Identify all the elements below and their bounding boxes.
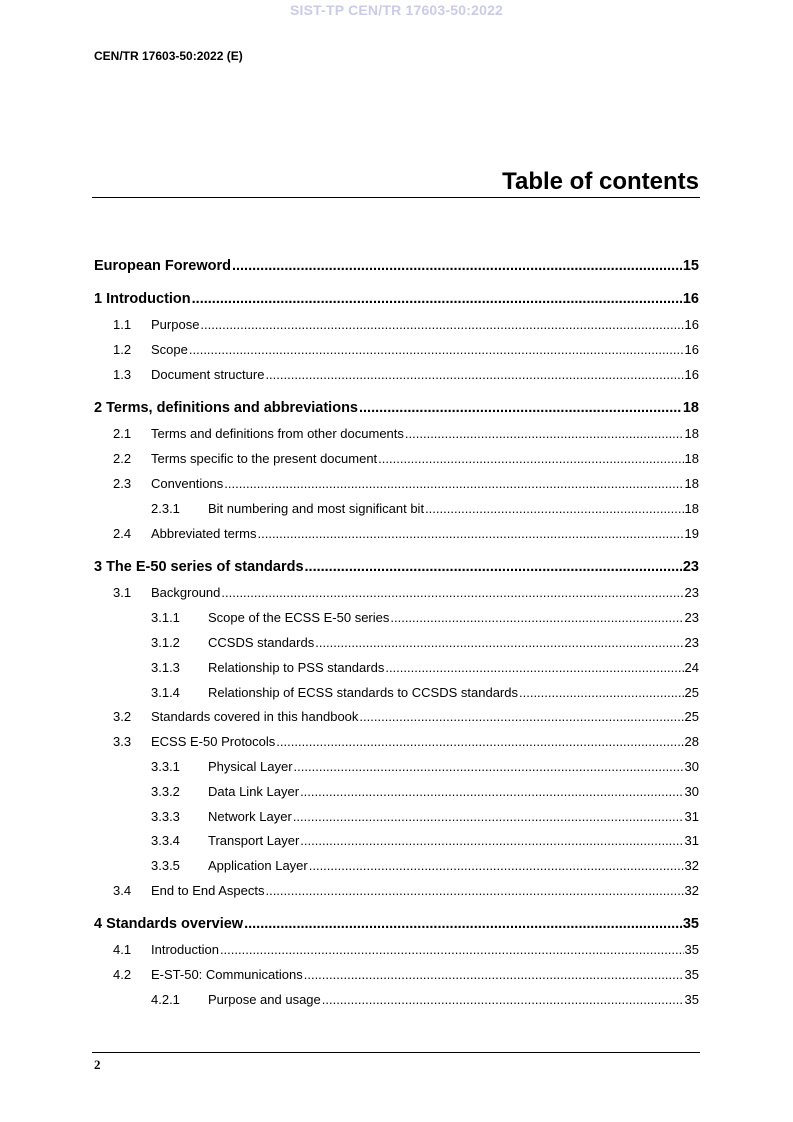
toc-entry-label: Terms, definitions and abbreviations [106, 400, 358, 416]
toc-dot-leader [224, 475, 683, 493]
toc-entry-number: 3.1 [113, 585, 132, 600]
toc-entry-label: The E-50 series of standards [106, 559, 304, 575]
toc-dot-leader [293, 808, 684, 826]
toc-entry-page: 35 [682, 916, 699, 932]
toc-dot-leader [300, 832, 683, 850]
toc-entry-page: 31 [684, 809, 699, 824]
toc-entry-label: Application Layer [208, 858, 308, 873]
toc-entry-label: Terms and definitions from other documents [151, 426, 404, 441]
toc-entry-page: 23 [684, 610, 699, 625]
toc-entry-number: 3.1.1 [151, 610, 180, 625]
toc-entry-number: 3.3.2 [151, 784, 180, 799]
toc-entry[interactable] [94, 584, 699, 602]
toc-entry-label: Standards covered in this handbook [151, 709, 359, 724]
toc-entry-label: Relationship to PSS standards [208, 660, 385, 675]
toc-entry-label: Purpose [151, 317, 200, 332]
toc-entry-label: Introduction [106, 291, 191, 307]
toc-entry-page: 23 [684, 635, 699, 650]
toc-entry[interactable] [94, 609, 699, 627]
toc-entry-page: 16 [684, 367, 699, 382]
toc-dot-leader [359, 399, 682, 417]
toc-entry-page: 35 [684, 967, 699, 982]
toc-entry-number: 1.2 [113, 342, 132, 357]
toc-entry-number: 1.1 [113, 317, 132, 332]
toc-entry-label: Transport Layer [208, 833, 300, 848]
toc-entry-label: Bit numbering and most significant bit [208, 501, 425, 516]
toc-entry-page: 18 [684, 426, 699, 441]
toc-entry-number: 4 [94, 916, 103, 932]
toc-dot-leader [221, 584, 683, 602]
toc-entry[interactable] [94, 399, 699, 417]
toc-entry-label: Scope [151, 342, 188, 357]
toc-entry[interactable] [94, 733, 699, 751]
toc-entry[interactable] [94, 316, 699, 334]
toc-entry-label: Data Link Layer [208, 784, 300, 799]
toc-entry-number: 2.2 [113, 451, 132, 466]
toc-entry-number: 2.4 [113, 526, 132, 541]
page-number: 2 [94, 1057, 101, 1072]
toc-entry[interactable] [94, 857, 699, 875]
toc-entry-number: 4.2 [113, 967, 132, 982]
toc-entry-label: Purpose and usage [208, 992, 321, 1007]
toc-entry-number: 3.4 [113, 883, 132, 898]
toc-entry[interactable] [94, 341, 699, 359]
toc-dot-leader [425, 500, 683, 518]
toc-dot-leader [220, 941, 684, 959]
toc-entry-page: 25 [684, 685, 699, 700]
toc-dot-leader [200, 316, 683, 334]
toc-dot-leader [322, 991, 684, 1009]
toc-dot-leader [390, 609, 683, 627]
toc-entry[interactable] [94, 882, 699, 900]
toc-dot-leader [258, 525, 684, 543]
toc-entry-label: Conventions [151, 476, 224, 491]
toc-entry[interactable] [94, 684, 699, 702]
toc-entry[interactable] [94, 366, 699, 384]
toc-entry[interactable] [94, 708, 699, 726]
toc-entry-page: 16 [682, 291, 699, 307]
toc-dot-leader [315, 634, 683, 652]
toc-dot-leader [192, 290, 682, 308]
toc-entry-label: E-ST-50: Communications [151, 967, 303, 982]
toc-dot-leader [265, 882, 683, 900]
toc-entry-page: 31 [684, 833, 699, 848]
toc-dot-leader [305, 558, 682, 576]
toc-entry[interactable] [94, 425, 699, 443]
toc-entry-number: 2.1 [113, 426, 132, 441]
toc-entry[interactable] [94, 450, 699, 468]
toc-entry-page: 19 [684, 526, 699, 541]
toc-entry-label: Relationship of ECSS standards to CCSDS standards [208, 685, 518, 700]
toc-entry-number: 3.1.3 [151, 660, 180, 675]
toc-entry[interactable] [94, 758, 699, 776]
toc-entry-page: 16 [684, 342, 699, 357]
toc-dot-leader [385, 659, 683, 677]
toc-entry-page: 24 [684, 660, 699, 675]
toc-entry-page: 18 [682, 400, 699, 416]
toc-entry-label: Standards overview [106, 916, 244, 932]
toc-entry-label: Introduction [151, 942, 219, 957]
page-title: Table of contents [502, 168, 699, 195]
toc-entry-label: Abbreviated terms [151, 526, 257, 541]
toc-dot-leader [265, 366, 683, 384]
toc-entry[interactable] [94, 832, 699, 850]
toc-entry-label: Terms specific to the present document [151, 451, 378, 466]
toc-entry-number: 3.1.4 [151, 685, 180, 700]
toc-dot-leader [359, 708, 683, 726]
toc-entry-page: 30 [684, 759, 699, 774]
toc-entry-number: 3.1.2 [151, 635, 180, 650]
toc-entry-label: CCSDS standards [208, 635, 315, 650]
toc-entry-page: 23 [682, 559, 699, 575]
toc-entry-page: 32 [684, 858, 699, 873]
watermark: SIST-TP CEN/TR 17603-50:2022 [289, 2, 504, 18]
toc-entry-number: 4.2.1 [151, 992, 180, 1007]
toc-entry-number: 3.2 [113, 709, 132, 724]
toc-entry-number: 1.3 [113, 367, 132, 382]
toc-entry[interactable] [94, 634, 699, 652]
toc-entry-label: Background [151, 585, 221, 600]
toc-entry[interactable] [94, 808, 699, 826]
toc-entry[interactable] [94, 525, 699, 543]
toc-entry-page: 35 [684, 992, 699, 1007]
toc-entry-number: 2 [94, 400, 103, 416]
toc-entry[interactable] [94, 941, 699, 959]
toc-entry-page: 25 [684, 709, 699, 724]
toc-entry-label: End to End Aspects [151, 883, 265, 898]
toc-entry-page: 23 [684, 585, 699, 600]
toc-entry-label: European Foreword [94, 258, 231, 274]
toc-entry-label: Physical Layer [208, 759, 293, 774]
toc-entry-page: 18 [684, 501, 699, 516]
toc-entry-page: 35 [684, 942, 699, 957]
toc-entry-label: ECSS E-50 Protocols [151, 734, 276, 749]
toc-entry-number: 3.3.5 [151, 858, 180, 873]
toc-entry[interactable] [94, 500, 699, 518]
toc-entry[interactable] [94, 659, 699, 677]
document-id: CEN/TR 17603-50:2022 (E) [94, 49, 243, 63]
toc-entry[interactable] [94, 991, 699, 1009]
toc-entry-number: 4.1 [113, 942, 132, 957]
toc-entry-page: 30 [684, 784, 699, 799]
toc-entry-number: 3 [94, 559, 103, 575]
toc-entry-number: 2.3.1 [151, 501, 180, 516]
toc-entry-page: 32 [684, 883, 699, 898]
toc-entry[interactable] [94, 257, 699, 275]
toc-entry[interactable] [94, 783, 699, 801]
toc-entry-page: 16 [684, 317, 699, 332]
toc-entry[interactable] [94, 558, 699, 576]
toc-entry-label: Document structure [151, 367, 265, 382]
toc-entry[interactable] [94, 966, 699, 984]
toc-entry[interactable] [94, 915, 699, 933]
toc-entry-page: 18 [684, 451, 699, 466]
toc-entry[interactable] [94, 290, 699, 308]
toc-dot-leader [405, 425, 684, 443]
toc-dot-leader [309, 857, 684, 875]
toc-dot-leader [232, 257, 682, 275]
toc-entry-number: 3.3.4 [151, 833, 180, 848]
footer-divider [92, 1052, 700, 1053]
toc-dot-leader [189, 341, 684, 359]
toc-entry[interactable] [94, 475, 699, 493]
toc-entry-number: 3.3 [113, 734, 132, 749]
toc-entry-label: Scope of the ECSS E-50 series [208, 610, 390, 625]
toc-dot-leader [378, 450, 683, 468]
toc-entry-number: 3.3.3 [151, 809, 180, 824]
toc-dot-leader [294, 758, 684, 776]
toc-entry-number: 1 [94, 291, 103, 307]
toc-dot-leader [304, 966, 684, 984]
toc-entry-page: 28 [684, 734, 699, 749]
toc-dot-leader [276, 733, 683, 751]
toc-entry-number: 3.3.1 [151, 759, 180, 774]
toc-entry-number: 2.3 [113, 476, 132, 491]
toc-entry-page: 15 [682, 258, 699, 274]
toc-dot-leader [300, 783, 683, 801]
toc-entry-label: Network Layer [208, 809, 292, 824]
toc-entry-page: 18 [684, 476, 699, 491]
toc-dot-leader [244, 915, 682, 933]
toc-dot-leader [519, 684, 684, 702]
